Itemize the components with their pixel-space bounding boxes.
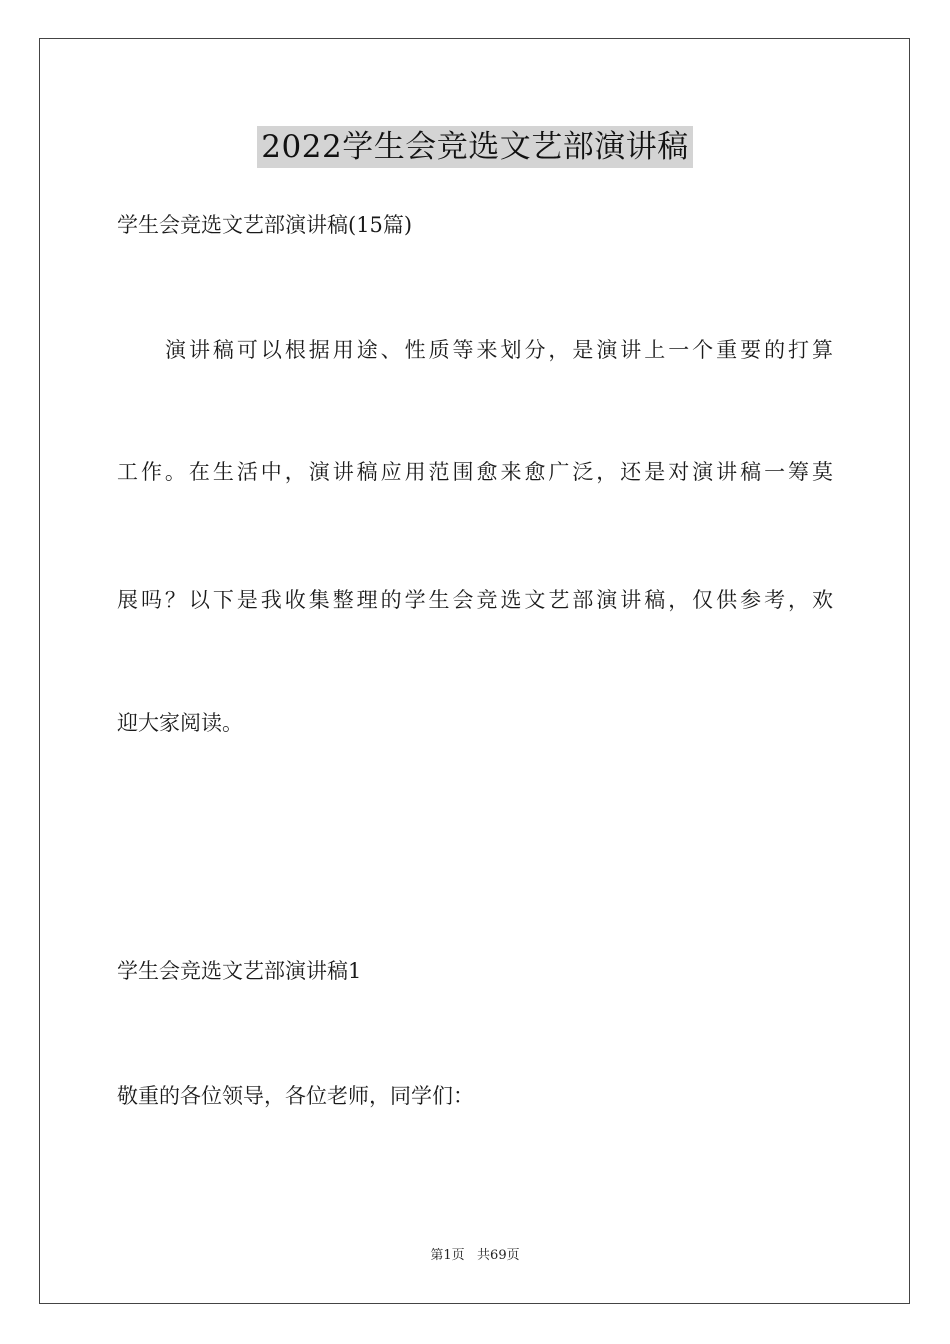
intro-line-2: 工作。在生活中，演讲稿应用范围愈来愈广泛，还是对演讲稿一筹莫 bbox=[117, 460, 833, 484]
title-container bbox=[0, 126, 950, 168]
intro-line-1: 演讲稿可以根据用途、性质等来划分，是演讲上一个重要的打算 bbox=[165, 338, 833, 362]
page-footer: 第1页 共69页 bbox=[430, 1248, 520, 1263]
document-subtitle: 学生会竞选文艺部演讲稿(15篇) bbox=[117, 213, 413, 237]
intro-line-3: 展吗？以下是我收集整理的学生会竞选文艺部演讲稿，仅供参考，欢 bbox=[117, 588, 833, 612]
salutation: 敬重的各位领导，各位老师，同学们： bbox=[117, 1084, 474, 1108]
document-title: 2022学生会竞选文艺部演讲稿 bbox=[257, 126, 692, 168]
section-heading: 学生会竞选文艺部演讲稿1 bbox=[117, 959, 362, 983]
intro-line-4: 迎大家阅读。 bbox=[117, 711, 243, 735]
